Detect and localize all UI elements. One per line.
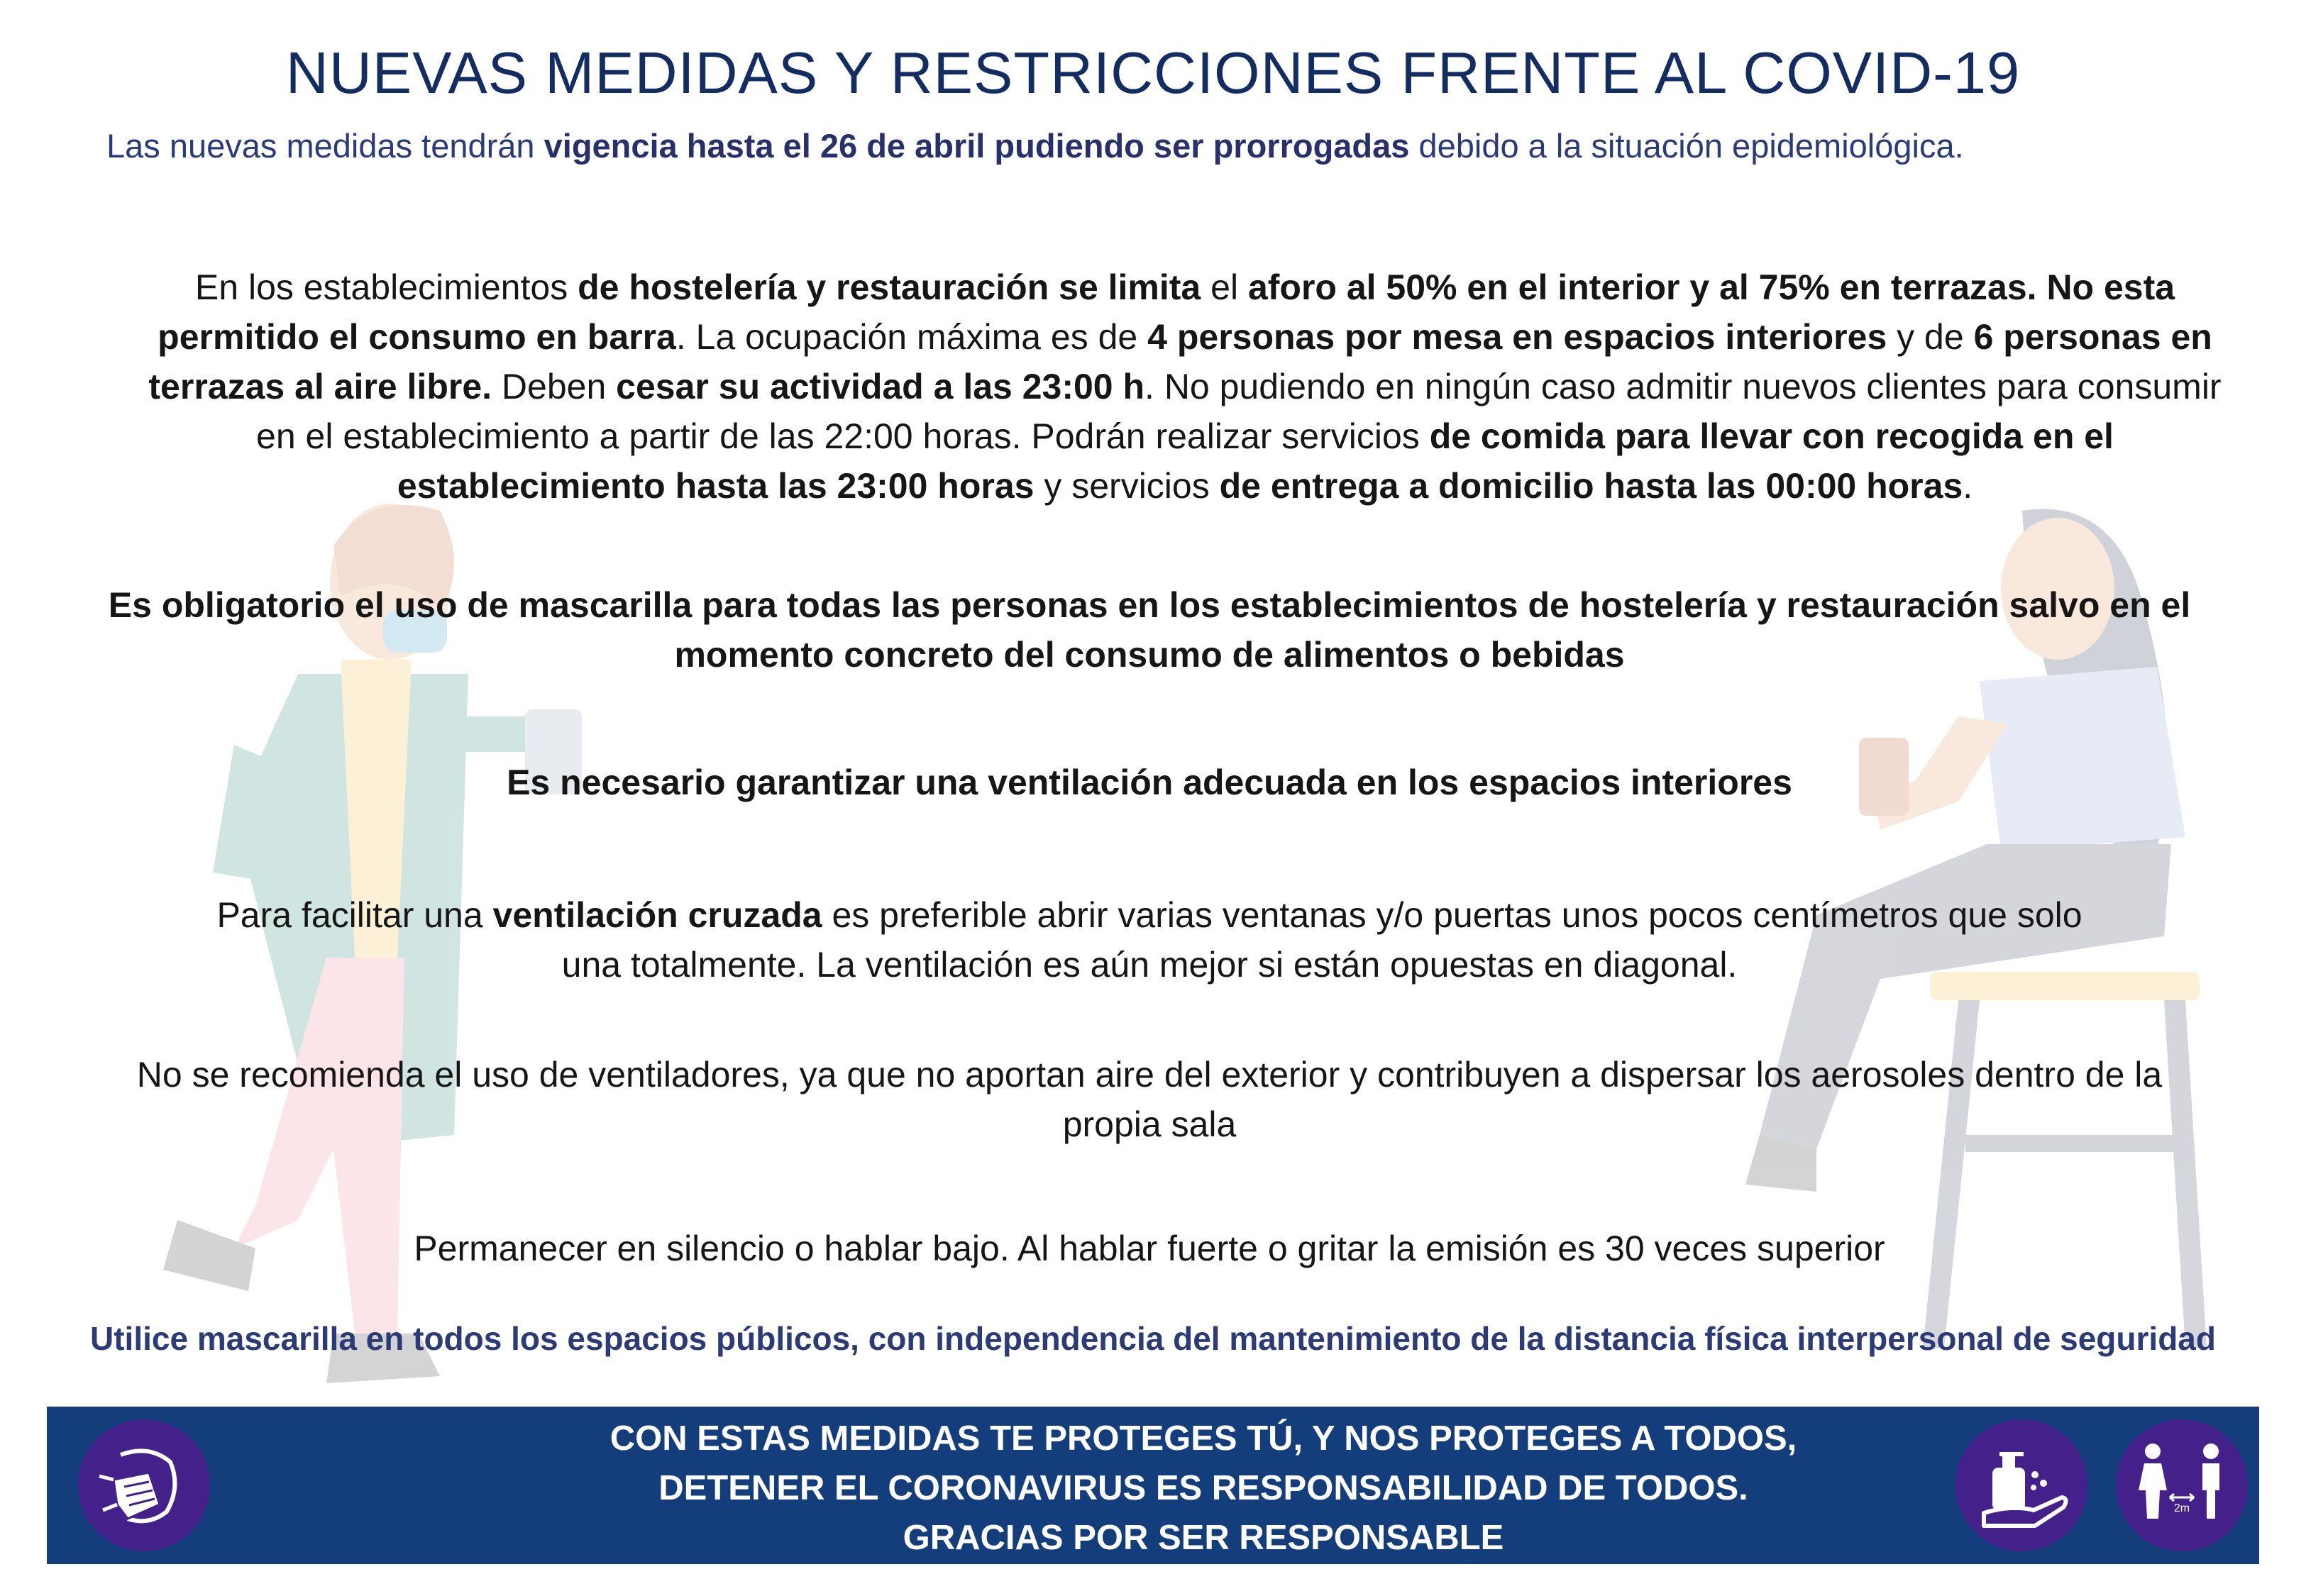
fans-paragraph: No se recomienda el uso de ventiladores, ya que no aportan aire del exterior y contribuyen a dispersar los aerosoles dentro de la propia sala bbox=[136, 1055, 2163, 1144]
mandatory-mask-paragraph: Es obligatorio el uso de mascarilla para todas las personas en los establecimientos de hostelería y restauración salvo en el momento concreto del consumo de alimentos o bebidas bbox=[108, 585, 2191, 675]
page-title: NUEVAS MEDIDAS Y RESTRICCIONES FRENTE AL COVID-19 bbox=[285, 40, 2021, 106]
silence-paragraph: Permanecer en silencio o hablar bajo. Al hablar fuerte o gritar la emisión es 30 veces superior bbox=[414, 1229, 1885, 1268]
distance-label: 2m bbox=[2173, 1502, 2190, 1514]
footer-line-3: GRACIAS POR SER RESPONSABLE bbox=[903, 1519, 1504, 1557]
adequate-ventilation-paragraph: Es necesario garantizar una ventilación adecuada en los espacios interiores bbox=[507, 763, 1792, 802]
face-mask-icon bbox=[78, 1419, 210, 1551]
footer-message bbox=[402, 1414, 2005, 1563]
cross-ventilation-paragraph: Para facilitar una ventilación cruzada es preferible abrir varias ventanas y/o puertas unos pocos centímetros que solo una totalmente. La ventilación es aún mejor si están opuestas en diagonal. bbox=[216, 895, 2082, 985]
validity-highlight: vigencia hasta el 26 de abril pudiendo ser prorrogadas bbox=[544, 127, 1410, 165]
hand-sanitizer-icon bbox=[1955, 1419, 2087, 1551]
footer-line-2: DETENER EL CORONAVIRUS ES RESPONSABILIDAD DE TODOS. bbox=[658, 1469, 1748, 1507]
social-distance-icon bbox=[2116, 1419, 2248, 1551]
footer-banner bbox=[47, 1407, 2259, 1564]
validity-subtitle: Las nuevas medidas tendrán vigencia hasta el 26 de abril pudiendo ser prorrogadas debido a la situación epidemiológica. bbox=[106, 127, 1964, 165]
hospitality-restrictions-paragraph: En los establecimientos de hostelería y restauración se limita el aforo al 50% en el interior y al 75% en terrazas. No esta permitido el consumo en barra. La ocupación máxima es de 4 personas por mesa en espacios interiores y de 6 personas en terrazas al aire libre. Deben cesar su actividad a las 23:00 h. No pudiendo en ningún caso admitir nuevos clientes para consumir en el establecimiento a partir de las 22:00 horas. Podrán realizar servicios de comida para llevar con recogida en el establecimiento hasta las 23:00 horas y servicios de entrega a domicilio hasta las 00:00 horas. bbox=[148, 267, 2222, 506]
footer-line-1: CON ESTAS MEDIDAS TE PROTEGES TÚ, Y NOS PROTEGES A TODOS, bbox=[609, 1419, 1797, 1458]
mask-notice: Utilice mascarilla en todos los espacios públicos, con independencia del mantenimiento de la distancia física interpersonal de seguridad bbox=[90, 1320, 2216, 1357]
